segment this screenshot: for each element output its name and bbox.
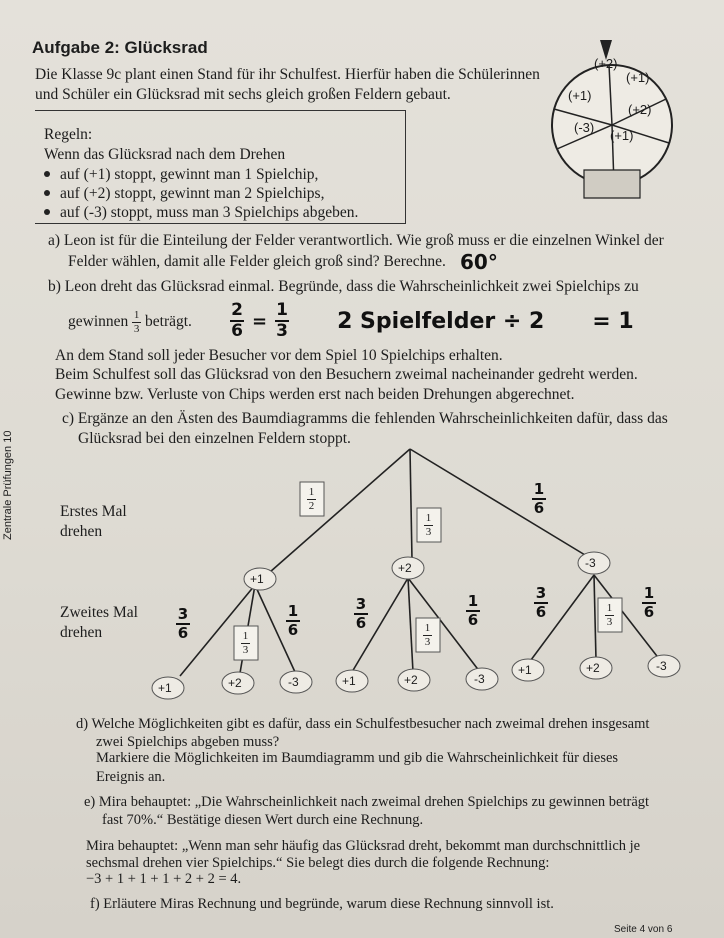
tree-node-level2: +1	[518, 663, 532, 677]
task-d-line-1: d) Welche Möglichkeiten gibt es dafür, dass ein Schulfestbesucher nach zweimal drehen insgesamt	[76, 716, 650, 732]
tree-prob-first-middle: 1 3	[425, 512, 432, 538]
intro-c-line-3: Gewinne bzw. Verluste von Chips werden erst nach beiden Drehungen abgerechnet.	[55, 386, 575, 403]
task-a-line-1: a) Leon ist für die Einteilung der Felder verantwortlich. Wie groß muss er die einzelnen Winkel der	[48, 232, 664, 249]
tree-hw-prob-first-right: 1 6	[533, 480, 545, 517]
task-c-line-2: Glücksrad bei den einzelnen Feldern stoppt.	[78, 430, 351, 447]
tree-node-level2: +1	[342, 674, 356, 688]
intro-c-line-1: An dem Stand soll jeder Besucher vor dem Spiel 10 Spielchips erhalten.	[55, 347, 503, 364]
page-number: Seite 4 von 6	[614, 924, 673, 935]
intro-line-1: Die Klasse 9c plant einen Stand für ihr Schulfest. Hierfür haben die Schülerinnen	[35, 66, 540, 83]
rule-item: auf (+2) stoppt, gewinnt man 2 Spielchips,	[34, 185, 324, 203]
wheel-field-1: (+2)	[594, 56, 618, 71]
task-a-handwritten-answer: 60°	[460, 250, 498, 274]
task-e-line-2: fast 70%.“ Bestätige diesen Wert durch eine Rechnung.	[102, 812, 424, 828]
side-label: Zentrale Prüfungen 10	[2, 430, 14, 540]
tree-node-level2: +2	[404, 673, 418, 687]
tree-hw-prob: 1 6	[467, 592, 479, 629]
task-d-line-4: Ereignis an.	[96, 769, 166, 785]
tree-node-level2: -3	[288, 675, 299, 689]
tree-prob-second: 1 3	[424, 622, 431, 648]
mira-calculation: −3 + 1 + 1 + 1 + 2 + 2 = 4.	[86, 871, 242, 887]
tree-label-first-1: Erstes Mal	[60, 503, 127, 520]
rule-item: auf (+1) stoppt, gewinnt man 1 Spielchip,	[34, 166, 318, 184]
task-a-line-2: Felder wählen, damit alle Felder gleich groß sind? Berechne.	[68, 253, 446, 270]
tree-node-level2: -3	[656, 659, 667, 673]
tree-node-level2: -3	[474, 672, 485, 686]
tree-label-second-1: Zweites Mal	[60, 604, 138, 621]
tree-prob-second: 1 3	[606, 602, 613, 628]
task-c-line-1: c) Ergänze an den Ästen des Baumdiagramms die fehlenden Wahrscheinlichkeiten dafür, dass das	[62, 410, 668, 427]
wheel-field-3: (+2)	[628, 102, 652, 117]
intro-c-line-2: Beim Schulfest soll das Glücksrad von den Besuchern zweimal nacheinander gedreht werden.	[55, 366, 638, 383]
rules-heading: Regeln:	[44, 126, 93, 143]
wheel-field-2: (+1)	[626, 70, 650, 85]
task-e-line-1: e) Mira behauptet: „Die Wahrscheinlichkeit nach zweimal drehen Spielchips zu gewinnen beträgt	[84, 794, 650, 810]
tree-hw-prob: 3 6	[535, 584, 547, 621]
mira-line-2: sechsmal drehen vier Spielchips.“ Sie belegt dies durch die folgende Rechnung:	[86, 855, 550, 871]
tree-hw-prob: 3 6	[355, 595, 367, 632]
tree-hw-prob: 1 6	[287, 602, 299, 639]
task-b-handwritten-answer: $\frac{2}{6}$ = $\frac{1}{3}$ 2 Spielfelder ÷ 2 = 1	[231, 300, 634, 341]
intro-line-2: und Schüler ein Glücksrad mit sechs gleich großen Feldern gebaut.	[35, 86, 451, 103]
tree-prob-second: 1 3	[242, 630, 249, 656]
task-f-line-1: f) Erläutere Miras Rechnung und begründe, warum diese Rechnung sinnvoll ist.	[90, 896, 554, 912]
tree-node-level2: +2	[228, 676, 242, 690]
tree-label-first-2: drehen	[60, 523, 103, 540]
wheel-field-4: (+1)	[610, 128, 634, 143]
tree-node-level1: +2	[398, 561, 412, 575]
task-b-line-2: gewinnen $\frac{1}{3}$ beträgt.	[68, 309, 192, 335]
tree-node-level2: +1	[158, 681, 172, 695]
tree-node-level1: +1	[250, 572, 264, 586]
task-b-line-1: b) Leon dreht das Glücksrad einmal. Begründe, dass die Wahrscheinlichkeit zwei Spielchips zu	[48, 278, 639, 295]
rule-item: auf (-3) stoppt, muss man 3 Spielchips abgeben.	[34, 204, 358, 222]
tree-label-second-2: drehen	[60, 624, 103, 641]
tree-node-level1: -3	[585, 556, 596, 570]
task-title: Aufgabe 2: Glücksrad	[32, 38, 208, 57]
tree-hw-prob: 1 6	[643, 584, 655, 621]
rules-intro: Wenn das Glücksrad nach dem Drehen	[44, 146, 286, 163]
tree-hw-prob: 3 6	[177, 605, 189, 642]
task-d-line-2: zwei Spielchips abgeben muss?	[96, 734, 280, 750]
wheel-field-5: (-3)	[574, 120, 595, 135]
task-d-line-3: Markiere die Möglichkeiten im Baumdiagramm und gib die Wahrscheinlichkeit für dieses	[96, 750, 619, 766]
tree-node-level2: +2	[586, 661, 600, 675]
tree-prob-first-left: 1 2	[308, 486, 315, 512]
mira-line-1: Mira behauptet: „Wenn man sehr häufig das Glücksrad dreht, bekommt man durchschnittlich je	[86, 838, 641, 854]
fraction-one-third: $\frac{1}{3}$	[133, 309, 140, 335]
wheel-field-6: (+1)	[568, 88, 592, 103]
